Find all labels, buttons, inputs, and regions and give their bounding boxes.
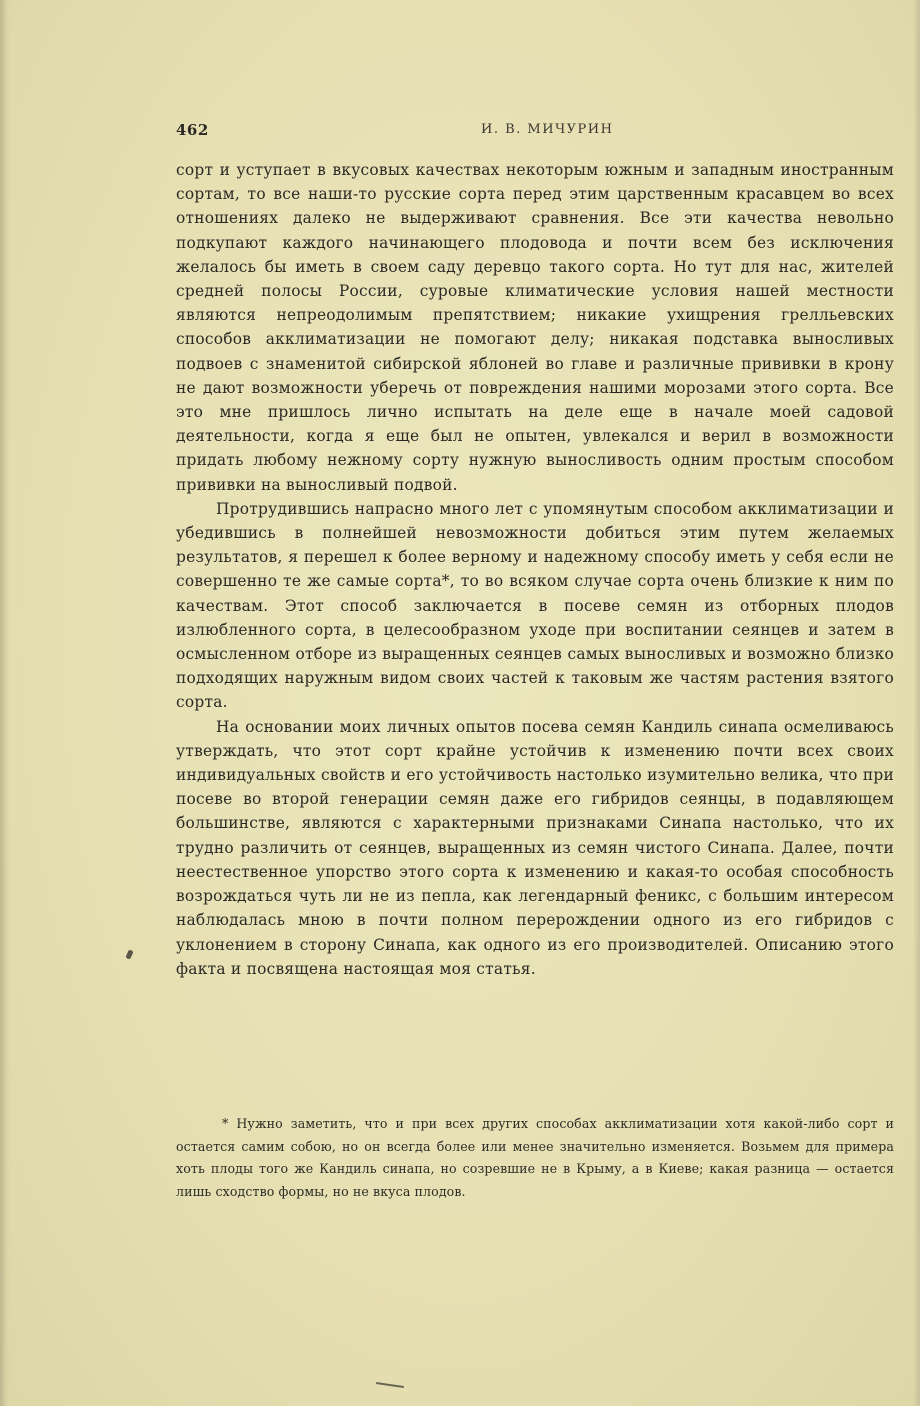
- paragraph-3: На основании моих личных опытов посева семян Кандиль синапа осмеливаюсь утверждать, что этот сорт крайне устойчив к изменению почти всех своих индивидуальных свойств и его устойчивость настолько изумительно велика, что при посеве во второй генерации семян даже его гибридов сеянцы, в подавляющем большинстве, являются с характерными признаками Синапа настолько, что их трудно различить от сеянцев, выращенных из семян чистого Синапа. Далее, почти неестественное упорство этого сорта к изменению и какая-то особая способность возрождаться чуть ли не из пепла, как легендарный феникс, с большим интересом наблюдалась мною в почти полном перерождении одного из его гибридов с уклонением в сторону Синапа, как одного из его производителей. Описанию этого факта и посвящена настоящая моя статья.: [176, 717, 894, 978]
- page-left-edge: [0, 0, 10, 1406]
- page-number: 462: [176, 121, 209, 139]
- footnote: [176, 1113, 894, 1203]
- paragraph-2: Протрудившись напрасно много лет с упомянутым способом акклиматизации и убедившись в полнейшей невозможности добиться этим путем желаемых результатов, я перешел к более верному и надежному способу иметь у себя если не совершенно те же самые сорта*, то во всяком случае сорта очень близкие к ним по качествам. Этот способ заключается в посеве семян из отборных плодов излюбленного сорта, в целесообразном уходе при воспитании сеянцев и затем в осмысленном отборе из выращенных сеянцев самых выносливых и возможно близко подходящих наружным видом своих частей к таковым же частям растения взятого сорта.: [176, 499, 894, 712]
- footnote-text: * Нужно заметить, что и при всех других способах акклиматизации хотя какой-либо сорт и остается самим собою, но он всегда более или менее значительно изменяется. Возьмем для примера хоть плоды того же Кандиль синапа, но созревшие не в Крыму, а в Киеве; какая разница — остается лишь сходство формы, но не вкуса плодов.: [176, 1116, 894, 1199]
- running-head: [176, 121, 892, 143]
- running-title: И. В. МИЧУРИН: [481, 122, 614, 137]
- paragraph-1: сорт и уступает в вкусовых качествах некоторым южным и западным иностранным сортам, то все наши-то русские сорта перед этим царственным красавцем во всех отношениях далеко не выдерживают сравнения. Все эти качества невольно подкупают каждого начинающего плодовода и почти всем без исключения желалось бы иметь в своем саду деревцо такого сорта. Но тут для нас, жителей средней полосы России, суровые климатические условия нашей местности являются непреодолимым препятствием; никакие ухищрения грелльевских способов акклиматизации не помогают делу; никакая подставка выносливых подвоев с знаменитой сибирской яблоней во главе и различные прививки в крону не дают возможности уберечь от повреждения нашими морозами этого сорта. Все это мне пришлось лично испытать на деле еще в начале моей садовой деятельности, когда я еще был не опытен, увлекался и верил в возможности придать любому нежному сорту нужную выносливость одним простым способом прививки на выносливый подвой.: [176, 161, 894, 494]
- body-text: [176, 158, 894, 981]
- page-right-edge: [913, 0, 920, 1406]
